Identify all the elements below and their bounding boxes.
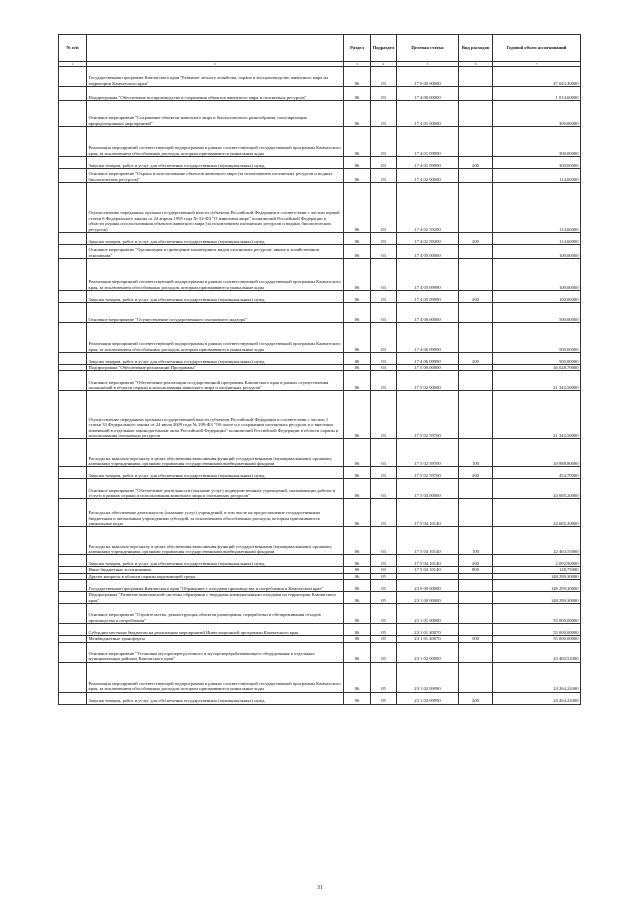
row-amount-cell: 500,00000: [493, 323, 581, 353]
row-subsection-cell: 03: [371, 259, 397, 291]
row-name-cell: Субсидии местным бюджетам на реализацию мероприятий Инвестиционной программы Камчатского края: [87, 624, 344, 636]
row-name-cell: Закупка товаров, работ и услуг для обеспечения государственных (муниципальных) нужд: [87, 692, 344, 704]
row-target-cell: 17 5 04 10140: [397, 567, 459, 573]
row-subsection-cell: 05: [371, 636, 397, 642]
row-name-cell: Основное мероприятие "Сохранение объектов животного мира и биологического разнообразия, популяризация природоохранных мероприятий": [87, 101, 344, 127]
row-amount-cell: 500,00000: [493, 353, 581, 365]
row-name-cell: Основное мероприятие "Установка мусороперегрузочного и мусороперерабатывающего оборудования в отдельных муниципальных районах Камчатского края": [87, 642, 344, 662]
row-section-cell: 06: [344, 157, 371, 169]
row-exp-type-cell: [459, 371, 493, 391]
row-name-cell: Закупка товаров, работ и услуг для обеспечения государственных (муниципальных) нужд: [87, 157, 344, 169]
row-exp-type-cell: 200: [459, 555, 493, 567]
table-row: [59, 101, 581, 127]
row-section-cell: 06: [344, 127, 371, 157]
row-amount-cell: 1 014,60000: [493, 87, 581, 101]
row-number-cell: [59, 692, 87, 704]
row-name-cell: Государственная программа Камчатского края "Развитие лесного хозяйства, охрана и воспроизводство животного мира на территории Камчатского края": [87, 67, 344, 87]
table-row: [59, 391, 581, 439]
row-section-cell: 06: [344, 662, 371, 692]
row-amount-cell: 300,00000: [493, 157, 581, 169]
row-name-cell: Реализация мероприятий соответствующей подпрограммы в рамках соответствующей государственной программы Камчатского края, за исключением обособленных расходов, которым присваиваются уникальные коды: [87, 259, 344, 291]
row-name-cell: Расходы на обеспечение деятельности (оказание услуг) учреждений, в том числе на предоставление государственным бюджетным и автономным учреждениям субсидий, за исключением обособленных расходов, которым присваиваются уникальные коды: [87, 499, 344, 527]
row-amount-cell: 47 043,30000: [493, 67, 581, 87]
row-subsection-cell: 03: [371, 527, 397, 555]
row-section-cell: 06: [344, 592, 371, 604]
header-subsection: Подраздел: [371, 35, 397, 62]
row-target-cell: 17 5 04 10140: [397, 499, 459, 527]
row-amount-cell: 100,00000: [493, 245, 581, 259]
row-exp-type-cell: [459, 592, 493, 604]
row-number-cell: [59, 323, 87, 353]
row-number-cell: [59, 527, 87, 555]
row-section-cell: 06: [344, 323, 371, 353]
row-subsection-cell: 03: [371, 303, 397, 323]
row-name-cell: Реализация мероприятий соответствующей подпрограммы в рамках соответствующей государственной программы Камчатского края, за исключением обособленных расходов, которым присваиваются уникальные коды: [87, 323, 344, 353]
row-section-cell: 06: [344, 636, 371, 642]
row-exp-type-cell: [459, 87, 493, 101]
row-section-cell: 06: [344, 371, 371, 391]
row-exp-type-cell: 100: [459, 439, 493, 467]
row-exp-type-cell: [459, 303, 493, 323]
header-exp-type: Вид расходов: [459, 35, 493, 62]
row-name-cell: Закупка товаров, работ и услуг для обеспечения государственных (муниципальных) нужд: [87, 467, 344, 479]
row-subsection-cell: 03: [371, 101, 397, 127]
row-number-cell: [59, 624, 87, 636]
table-row: [59, 604, 581, 624]
row-number-cell: [59, 245, 87, 259]
table-row: [59, 479, 581, 499]
row-exp-type-cell: [459, 169, 493, 183]
row-section-cell: 06: [344, 580, 371, 592]
row-target-cell: 23 1 02 09990: [397, 662, 459, 692]
row-name-cell: Основное мероприятие "Обеспечение деятельности (оказание услуг) подведомственных учреждений, оказывающих работы и услуги в рамках охраны и использования животного мира и охотничьих ресурсов": [87, 479, 344, 499]
row-target-cell: 17 5 00 00000: [397, 365, 459, 371]
row-exp-type-cell: [459, 479, 493, 499]
row-amount-cell: 128,75000: [493, 567, 581, 573]
table-row: [59, 353, 581, 365]
table-row: [59, 624, 581, 636]
row-exp-type-cell: 500: [459, 636, 493, 642]
row-subsection-cell: 03: [371, 555, 397, 567]
row-amount-cell: 24 685,20000: [493, 499, 581, 527]
row-target-cell: 17 4 02 00000: [397, 169, 459, 183]
row-subsection-cell: 03: [371, 233, 397, 245]
row-number-cell: [59, 592, 87, 604]
row-exp-type-cell: [459, 580, 493, 592]
table-row: [59, 499, 581, 527]
row-amount-cell: 21 343,50000: [493, 371, 581, 391]
column-number: 4: [371, 62, 397, 67]
row-target-cell: 17 4 05 00000: [397, 245, 459, 259]
row-subsection-cell: 03: [371, 479, 397, 499]
row-section-cell: 06: [344, 604, 371, 624]
row-amount-cell: 43 463,54300: [493, 642, 581, 662]
row-subsection-cell: 05: [371, 573, 397, 579]
row-exp-type-cell: [459, 323, 493, 353]
row-name-cell: Иные бюджетные ассигнования: [87, 567, 344, 573]
row-exp-type-cell: [459, 183, 493, 233]
row-number-cell: [59, 259, 87, 291]
row-section-cell: 06: [344, 499, 371, 527]
row-name-cell: Осуществление переданных органам государственной власти субъектов Российской Федерации в соответствии с частью первой статьи 6 Федерального закона от 24 апреля 1995 года № 52-ФЗ "О животном мире" полномочий Российской Федерации в области охраны и использования объектов животного мира (за исключением охотничьих ресурсов и водных биологических ресурсов): [87, 183, 344, 233]
row-exp-type-cell: 100: [459, 527, 493, 555]
row-exp-type-cell: 200: [459, 157, 493, 169]
row-subsection-cell: 05: [371, 592, 397, 604]
row-number-cell: [59, 127, 87, 157]
row-section-cell: 06: [344, 101, 371, 127]
row-amount-cell: 24 685,20000: [493, 479, 581, 499]
row-number-cell: [59, 662, 87, 692]
row-section-cell: 06: [344, 67, 371, 87]
row-number-cell: [59, 580, 87, 592]
row-target-cell: 17 4 01 00000: [397, 101, 459, 127]
row-name-cell: Подпрограмма "Обеспечение воспроизводства и сохранения объектов животного мира и охотничьих ресурсов": [87, 87, 344, 101]
row-amount-cell: 21 343,50000: [493, 391, 581, 439]
row-number-cell: [59, 233, 87, 245]
row-subsection-cell: 03: [371, 169, 397, 183]
row-name-cell: Подпрограмма "Обеспечение реализации Программы": [87, 365, 344, 371]
column-number: 7: [493, 62, 581, 67]
table-row: [59, 527, 581, 555]
table-row: [59, 87, 581, 101]
row-amount-cell: 454,70000: [493, 467, 581, 479]
row-subsection-cell: 03: [371, 157, 397, 169]
row-target-cell: 17 5 04 10140: [397, 555, 459, 567]
column-number: 5: [397, 62, 459, 67]
row-section-cell: 06: [344, 245, 371, 259]
row-subsection-cell: 03: [371, 371, 397, 391]
row-target-cell: 17 5 02 59700: [397, 439, 459, 467]
row-amount-cell: 300,00000: [493, 127, 581, 157]
row-name-cell: Государственная программа Камчатского края "Обращение с отходами производства и потребления в Камчатском крае": [87, 580, 344, 592]
row-target-cell: 17 4 01 09990: [397, 127, 459, 157]
page-number: 31: [317, 885, 323, 891]
row-section-cell: 06: [344, 233, 371, 245]
row-number-cell: [59, 183, 87, 233]
row-target-cell: 17 4 02 59200: [397, 233, 459, 245]
row-exp-type-cell: [459, 245, 493, 259]
row-section-cell: 06: [344, 169, 371, 183]
table-row: [59, 67, 581, 87]
row-name-cell: Реализация мероприятий соответствующей подпрограммы в рамках соответствующей государственной программы Камчатского края, за исключением обособленных расходов, которым присваиваются уникальные коды: [87, 662, 344, 692]
column-number: 2: [87, 62, 344, 67]
row-section-cell: 06: [344, 87, 371, 101]
row-exp-type-cell: [459, 391, 493, 439]
row-subsection-cell: 05: [371, 624, 397, 636]
row-amount-cell: 2 092,90000: [493, 555, 581, 567]
row-section-cell: 06: [344, 303, 371, 323]
row-target-cell: 17 4 00 00000: [397, 87, 459, 101]
row-target-cell: 17 0 00 00000: [397, 67, 459, 87]
row-number-cell: [59, 353, 87, 365]
row-target-cell: 23 1 01 40070: [397, 636, 459, 642]
row-section-cell: 06: [344, 642, 371, 662]
row-target-cell: 17 4 05 09990: [397, 291, 459, 303]
row-amount-cell: 114,60000: [493, 183, 581, 233]
table-row: [59, 555, 581, 567]
table-row: [59, 662, 581, 692]
row-section-cell: 06: [344, 624, 371, 636]
row-amount-cell: 148 299,30000: [493, 592, 581, 604]
row-number-cell: [59, 67, 87, 87]
row-amount-cell: 55 000,00000: [493, 624, 581, 636]
table-row: [59, 592, 581, 604]
row-number-cell: [59, 479, 87, 499]
row-number-cell: [59, 371, 87, 391]
table-row: [59, 692, 581, 704]
row-exp-type-cell: [459, 127, 493, 157]
row-amount-cell: 114,60000: [493, 169, 581, 183]
row-section-cell: 06: [344, 479, 371, 499]
row-number-cell: [59, 303, 87, 323]
row-section-cell: 06: [344, 567, 371, 573]
table-row: [59, 580, 581, 592]
row-section-cell: 06: [344, 183, 371, 233]
row-target-cell: 17 5 02 59700: [397, 391, 459, 439]
row-name-cell: Расходы на выплаты персоналу в целях обеспечения выполнения функций государственными (муниципальными) органами, казенными учреждениями, органами управления государственными внебюджетными фондами: [87, 527, 344, 555]
row-name-cell: Основное мероприятие "Строительство, реконструкция объектов размещения, переработки и обезвреживания отходов производства и потребления": [87, 604, 344, 624]
row-name-cell: Основное мероприятие "Осуществление государственного охотничьего надзора": [87, 303, 344, 323]
row-target-cell: 23 1 01 00000: [397, 604, 459, 624]
row-amount-cell: 22 463,55000: [493, 527, 581, 555]
table-row: [59, 157, 581, 169]
row-subsection-cell: 03: [371, 439, 397, 467]
row-name-cell: Реализация мероприятий соответствующей подпрограммы в рамках соответствующей государственной программы Камчатского края, за исключением обособленных расходов, которым присваиваются уникальные коды: [87, 127, 344, 157]
row-subsection-cell: 03: [371, 87, 397, 101]
row-amount-cell: 100,00000: [493, 259, 581, 291]
row-section-cell: 06: [344, 527, 371, 555]
row-name-cell: Основное мероприятие "Охрана и использование объектов животного мира (за исключением охотничьих ресурсов и водных биологических ресурсов)": [87, 169, 344, 183]
row-target-cell: 17 5 02 00000: [397, 371, 459, 391]
row-amount-cell: 20 888,80000: [493, 439, 581, 467]
row-subsection-cell: 03: [371, 245, 397, 259]
row-exp-type-cell: 200: [459, 692, 493, 704]
table-row: [59, 323, 581, 353]
column-number: 3: [344, 62, 371, 67]
row-amount-cell: 300,00000: [493, 101, 581, 127]
row-subsection-cell: 03: [371, 67, 397, 87]
table-row: [59, 127, 581, 157]
row-target-cell: 17 5 04 10140: [397, 527, 459, 555]
row-section-cell: 06: [344, 365, 371, 371]
row-number-cell: [59, 499, 87, 527]
row-name-cell: Другие вопросы в области охраны окружающей среды: [87, 573, 344, 579]
row-subsection-cell: 05: [371, 604, 397, 624]
row-number-cell: [59, 604, 87, 624]
row-target-cell: 17 4 05 09990: [397, 259, 459, 291]
row-amount-cell: 114,60000: [493, 233, 581, 245]
row-target-cell: 17 4 06 00000: [397, 303, 459, 323]
row-exp-type-cell: 200: [459, 467, 493, 479]
row-name-cell: Основное мероприятие "Организация и проведение мониторинга видов охотничьих ресурсов, явных в хозяйственном отношении": [87, 245, 344, 259]
row-name-cell: Подпрограмма "Развитие комплексной системы обращения с твердыми коммунальными отходами на территории Камчатского края": [87, 592, 344, 604]
row-amount-cell: 24 264,24300: [493, 692, 581, 704]
table-row: [59, 233, 581, 245]
row-target-cell: 17 5 04 00000: [397, 479, 459, 499]
row-section-cell: 06: [344, 467, 371, 479]
row-exp-type-cell: 200: [459, 291, 493, 303]
row-exp-type-cell: 200: [459, 233, 493, 245]
column-number: 1: [59, 62, 87, 67]
row-exp-type-cell: [459, 499, 493, 527]
row-number-cell: [59, 439, 87, 467]
row-section-cell: 06: [344, 391, 371, 439]
row-section-cell: 06: [344, 439, 371, 467]
row-target-cell: 17 4 01 09990: [397, 157, 459, 169]
row-number-cell: [59, 555, 87, 567]
header-amount: Годовой объем ассигнований: [493, 35, 581, 62]
row-subsection-cell: 03: [371, 365, 397, 371]
row-exp-type-cell: [459, 101, 493, 127]
row-name-cell: Расходы на выплаты персоналу в целях обеспечения выполнения функций государственными (муниципальными) органами, казенными учреждениями, органами управления государственными внебюджетными фондами: [87, 439, 344, 467]
table-row: [59, 291, 581, 303]
row-name-cell: Закупка товаров, работ и услуг для обеспечения государственных (муниципальных) нужд: [87, 233, 344, 245]
row-number-cell: [59, 101, 87, 127]
row-subsection-cell: 03: [371, 353, 397, 365]
row-subsection-cell: 03: [371, 499, 397, 527]
row-amount-cell: 24 264,24300: [493, 662, 581, 692]
row-section-cell: 06: [344, 573, 371, 579]
row-number-cell: [59, 467, 87, 479]
column-number: 6: [459, 62, 493, 67]
row-name-cell: Закупка товаров, работ и услуг для обеспечения государственных (муниципальных) нужд: [87, 291, 344, 303]
row-exp-type-cell: 800: [459, 567, 493, 573]
header-num: № п/п: [59, 35, 87, 62]
table-row: [59, 303, 581, 323]
row-subsection-cell: 05: [371, 642, 397, 662]
row-subsection-cell: 03: [371, 291, 397, 303]
row-number-cell: [59, 169, 87, 183]
header-target: Целевая статья: [397, 35, 459, 62]
row-exp-type-cell: [459, 662, 493, 692]
row-exp-type-cell: 200: [459, 353, 493, 365]
row-exp-type-cell: [459, 624, 493, 636]
row-target-cell: 17 4 06 09990: [397, 323, 459, 353]
table-row: [59, 169, 581, 183]
row-section-cell: 06: [344, 353, 371, 365]
row-target-cell: 17 4 06 09990: [397, 353, 459, 365]
row-subsection-cell: 03: [371, 323, 397, 353]
row-exp-type-cell: [459, 604, 493, 624]
row-section-cell: 06: [344, 259, 371, 291]
row-target-cell: 23 1 02 00000: [397, 642, 459, 662]
table-row: [59, 371, 581, 391]
table-header-row: [59, 35, 581, 62]
row-amount-cell: 100,00000: [493, 291, 581, 303]
row-amount-cell: 148 299,30000: [493, 580, 581, 592]
row-section-cell: 06: [344, 291, 371, 303]
row-subsection-cell: 05: [371, 662, 397, 692]
table-row: [59, 259, 581, 291]
row-section-cell: 06: [344, 692, 371, 704]
row-name-cell: Межбюджетные трансферты: [87, 636, 344, 642]
row-number-cell: [59, 642, 87, 662]
row-exp-type-cell: [459, 67, 493, 87]
budget-sheet: [58, 34, 580, 705]
row-target-cell: 17 5 02 59700: [397, 467, 459, 479]
row-target-cell: 17 4 02 59200: [397, 183, 459, 233]
row-subsection-cell: 03: [371, 467, 397, 479]
header-name: [87, 35, 344, 62]
table-row: [59, 439, 581, 467]
row-target-cell: 23 1 00 00000: [397, 592, 459, 604]
row-target-cell: 23 0 00 00000: [397, 580, 459, 592]
row-subsection-cell: 03: [371, 127, 397, 157]
row-amount-cell: 148 299,30000: [493, 573, 581, 579]
row-number-cell: [59, 87, 87, 101]
row-name-cell: Основное мероприятие "Обеспечение реализации государственной программы Камчатского края в рамках осуществления полномочий в области охраны и использования животного мира и охотничьих ресурсов": [87, 371, 344, 391]
row-amount-cell: 500,00000: [493, 303, 581, 323]
row-subsection-cell: 03: [371, 567, 397, 573]
table-row: [59, 245, 581, 259]
table-row: [59, 642, 581, 662]
row-number-cell: [59, 157, 87, 169]
row-number-cell: [59, 291, 87, 303]
row-name-cell: Осуществление переданных органам государственной власти субъектов Российской Федерации в соответствии с частью 1 статьи 33 Федерального закона от 24 июля 2009 года № 209-ФЗ "Об охоте и о сохранении охотничьих ресурсов и о внесении изменений в отдельные законодательные акты Российской Федерации" полномочий Российской Федерации в области охраны и использования охотничьих ресурсов: [87, 391, 344, 439]
table-row: [59, 467, 581, 479]
row-subsection-cell: 03: [371, 183, 397, 233]
row-exp-type-cell: [459, 259, 493, 291]
row-amount-cell: 55 000,00000: [493, 604, 581, 624]
row-section-cell: 06: [344, 555, 371, 567]
table-body: [59, 67, 581, 705]
row-exp-type-cell: [459, 642, 493, 662]
row-subsection-cell: 05: [371, 580, 397, 592]
header-section: Раздел: [344, 35, 371, 62]
row-amount-cell: 55 000,00000: [493, 636, 581, 642]
row-name-cell: Закупка товаров, работ и услуг для обеспечения государственных (муниципальных) нужд: [87, 555, 344, 567]
row-subsection-cell: 05: [371, 692, 397, 704]
table-row: [59, 183, 581, 233]
budget-table: [58, 34, 581, 705]
row-subsection-cell: 03: [371, 391, 397, 439]
row-target-cell: 23 1 01 40070: [397, 624, 459, 636]
row-amount-cell: 46 028,70000: [493, 365, 581, 371]
row-name-cell: Закупка товаров, работ и услуг для обеспечения государственных (муниципальных) нужд: [87, 353, 344, 365]
row-target-cell: 23 1 02 09990: [397, 692, 459, 704]
row-number-cell: [59, 391, 87, 439]
